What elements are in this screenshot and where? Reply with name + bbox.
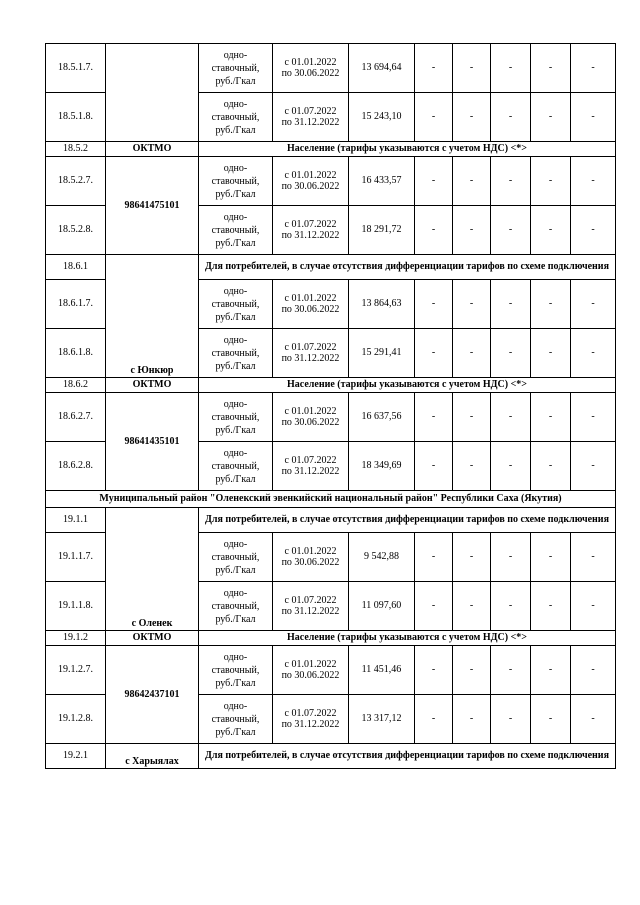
- tariff-value: 18 291,72: [349, 206, 415, 255]
- empty-value-dash: -: [571, 329, 616, 378]
- region-title: Муниципальный район "Оленекский эвенкийский национальный район" Республики Саха (Якутия): [46, 491, 616, 508]
- tariff-type: одно- ставочный, руб./Гкал: [199, 280, 273, 329]
- oktmo-code: 98641475101: [106, 157, 199, 255]
- tariff-period: с 01.01.2022 по 30.06.2022: [273, 44, 349, 93]
- empty-value-dash: -: [491, 329, 531, 378]
- section-title: Для потребителей, в случае отсутствия дифференциации тарифов по схеме подключения: [199, 744, 616, 769]
- section-code: 19.2.1: [46, 744, 106, 769]
- empty-value-dash: -: [415, 44, 453, 93]
- empty-value-dash: -: [415, 393, 453, 442]
- empty-value-dash: -: [571, 695, 616, 744]
- tariff-value: 11 451,46: [349, 646, 415, 695]
- empty-value-dash: -: [531, 442, 571, 491]
- section-code: 18.5.2: [46, 142, 106, 157]
- empty-value-dash: -: [415, 442, 453, 491]
- tariff-type: одно- ставочный, руб./Гкал: [199, 582, 273, 631]
- tariff-period: с 01.01.2022 по 30.06.2022: [273, 393, 349, 442]
- row-code: 19.1.1.8.: [46, 582, 106, 631]
- tariff-period: с 01.01.2022 по 30.06.2022: [273, 157, 349, 206]
- tariff-type: одно- ставочный, руб./Гкал: [199, 695, 273, 744]
- empty-value-dash: -: [571, 206, 616, 255]
- tariff-type: одно- ставочный, руб./Гкал: [199, 44, 273, 93]
- empty-value-dash: -: [491, 44, 531, 93]
- row-code: 18.6.1.7.: [46, 280, 106, 329]
- empty-value-dash: -: [491, 206, 531, 255]
- tariff-type: одно- ставочный, руб./Гкал: [199, 157, 273, 206]
- settlement-name: с Оленек: [106, 508, 199, 631]
- row-code: 19.1.2.7.: [46, 646, 106, 695]
- empty-value-dash: -: [453, 695, 491, 744]
- empty-value-dash: -: [453, 280, 491, 329]
- empty-value-dash: -: [491, 582, 531, 631]
- empty-value-dash: -: [491, 93, 531, 142]
- empty-value-dash: -: [531, 44, 571, 93]
- tariff-period: с 01.01.2022 по 30.06.2022: [273, 533, 349, 582]
- section-row: [46, 142, 616, 157]
- section-row: [46, 255, 616, 280]
- tariff-value: 13 864,63: [349, 280, 415, 329]
- empty-value-dash: -: [571, 533, 616, 582]
- empty-value-dash: -: [571, 157, 616, 206]
- row-code: 18.5.1.7.: [46, 44, 106, 93]
- empty-value-dash: -: [453, 206, 491, 255]
- empty-value-dash: -: [531, 157, 571, 206]
- tariff-value: 15 291,41: [349, 329, 415, 378]
- empty-value-dash: -: [491, 157, 531, 206]
- empty-value-dash: -: [531, 280, 571, 329]
- section-title: Население (тарифы указываются с учетом НДС) <*>: [199, 631, 616, 646]
- empty-value-dash: -: [571, 646, 616, 695]
- tariff-period: с 01.07.2022 по 31.12.2022: [273, 582, 349, 631]
- empty-value-dash: -: [491, 646, 531, 695]
- settlement-name: с Харыялах: [106, 744, 199, 769]
- empty-value-dash: -: [531, 533, 571, 582]
- empty-value-dash: -: [453, 442, 491, 491]
- empty-value-dash: -: [453, 582, 491, 631]
- empty-value-dash: -: [531, 582, 571, 631]
- row-code: 18.6.2.8.: [46, 442, 106, 491]
- oktmo-label: ОКТМО: [106, 631, 199, 646]
- section-title: Население (тарифы указываются с учетом НДС) <*>: [199, 142, 616, 157]
- empty-value-dash: -: [415, 157, 453, 206]
- empty-value-dash: -: [415, 582, 453, 631]
- empty-value-dash: -: [415, 93, 453, 142]
- empty-value-dash: -: [415, 206, 453, 255]
- tariff-value: 13 694,64: [349, 44, 415, 93]
- empty-value-dash: -: [453, 646, 491, 695]
- empty-value-dash: -: [491, 533, 531, 582]
- tariff-value: 16 637,56: [349, 393, 415, 442]
- empty-value-dash: -: [571, 93, 616, 142]
- settlement-empty: [106, 44, 199, 142]
- section-code: 18.6.1: [46, 255, 106, 280]
- tariff-row: [46, 393, 616, 442]
- tariff-value: 9 542,88: [349, 533, 415, 582]
- empty-value-dash: -: [415, 533, 453, 582]
- tariff-row: [46, 646, 616, 695]
- tariff-period: с 01.01.2022 по 30.06.2022: [273, 646, 349, 695]
- row-code: 18.5.1.8.: [46, 93, 106, 142]
- section-row: [46, 744, 616, 769]
- tariff-period: с 01.07.2022 по 31.12.2022: [273, 93, 349, 142]
- empty-value-dash: -: [491, 695, 531, 744]
- empty-value-dash: -: [531, 93, 571, 142]
- region-row: [46, 491, 616, 508]
- tariff-value: 11 097,60: [349, 582, 415, 631]
- tariff-period: с 01.07.2022 по 31.12.2022: [273, 695, 349, 744]
- section-row: [46, 508, 616, 533]
- tariff-row: [46, 44, 616, 93]
- oktmo-label: ОКТМО: [106, 378, 199, 393]
- empty-value-dash: -: [531, 695, 571, 744]
- section-row: [46, 378, 616, 393]
- empty-value-dash: -: [491, 393, 531, 442]
- tariff-type: одно- ставочный, руб./Гкал: [199, 393, 273, 442]
- tariff-period: с 01.07.2022 по 31.12.2022: [273, 442, 349, 491]
- tariff-value: 13 317,12: [349, 695, 415, 744]
- tariff-period: с 01.01.2022 по 30.06.2022: [273, 280, 349, 329]
- tariff-table: [45, 43, 616, 769]
- oktmo-code: 98641435101: [106, 393, 199, 491]
- oktmo-label: ОКТМО: [106, 142, 199, 157]
- row-code: 18.5.2.8.: [46, 206, 106, 255]
- settlement-name: с Юнкюр: [106, 255, 199, 378]
- empty-value-dash: -: [453, 44, 491, 93]
- row-code: 19.1.2.8.: [46, 695, 106, 744]
- tariff-row: [46, 157, 616, 206]
- empty-value-dash: -: [571, 393, 616, 442]
- row-code: 18.6.2.7.: [46, 393, 106, 442]
- tariff-value: 16 433,57: [349, 157, 415, 206]
- empty-value-dash: -: [571, 280, 616, 329]
- tariff-type: одно- ставочный, руб./Гкал: [199, 533, 273, 582]
- section-title: Население (тарифы указываются с учетом НДС) <*>: [199, 378, 616, 393]
- empty-value-dash: -: [453, 329, 491, 378]
- section-title: Для потребителей, в случае отсутствия дифференциации тарифов по схеме подключения: [199, 508, 616, 533]
- tariff-type: одно- ставочный, руб./Гкал: [199, 329, 273, 378]
- empty-value-dash: -: [491, 442, 531, 491]
- row-code: 19.1.1.7.: [46, 533, 106, 582]
- empty-value-dash: -: [531, 646, 571, 695]
- empty-value-dash: -: [415, 695, 453, 744]
- section-code: 18.6.2: [46, 378, 106, 393]
- tariff-period: с 01.07.2022 по 31.12.2022: [273, 206, 349, 255]
- empty-value-dash: -: [531, 206, 571, 255]
- empty-value-dash: -: [415, 280, 453, 329]
- section-title: Для потребителей, в случае отсутствия дифференциации тарифов по схеме подключения: [199, 255, 616, 280]
- tariff-period: с 01.07.2022 по 31.12.2022: [273, 329, 349, 378]
- empty-value-dash: -: [531, 393, 571, 442]
- empty-value-dash: -: [571, 582, 616, 631]
- tariff-type: одно- ставочный, руб./Гкал: [199, 646, 273, 695]
- tariff-value: 15 243,10: [349, 93, 415, 142]
- empty-value-dash: -: [415, 646, 453, 695]
- oktmo-code: 98642437101: [106, 646, 199, 744]
- empty-value-dash: -: [531, 329, 571, 378]
- empty-value-dash: -: [453, 393, 491, 442]
- tariff-type: одно- ставочный, руб./Гкал: [199, 206, 273, 255]
- row-code: 18.5.2.7.: [46, 157, 106, 206]
- empty-value-dash: -: [415, 329, 453, 378]
- empty-value-dash: -: [453, 157, 491, 206]
- section-code: 19.1.1: [46, 508, 106, 533]
- empty-value-dash: -: [491, 280, 531, 329]
- tariff-type: одно- ставочный, руб./Гкал: [199, 442, 273, 491]
- section-row: [46, 631, 616, 646]
- empty-value-dash: -: [571, 442, 616, 491]
- section-code: 19.1.2: [46, 631, 106, 646]
- empty-value-dash: -: [453, 533, 491, 582]
- empty-value-dash: -: [571, 44, 616, 93]
- tariff-value: 18 349,69: [349, 442, 415, 491]
- empty-value-dash: -: [453, 93, 491, 142]
- row-code: 18.6.1.8.: [46, 329, 106, 378]
- tariff-type: одно- ставочный, руб./Гкал: [199, 93, 273, 142]
